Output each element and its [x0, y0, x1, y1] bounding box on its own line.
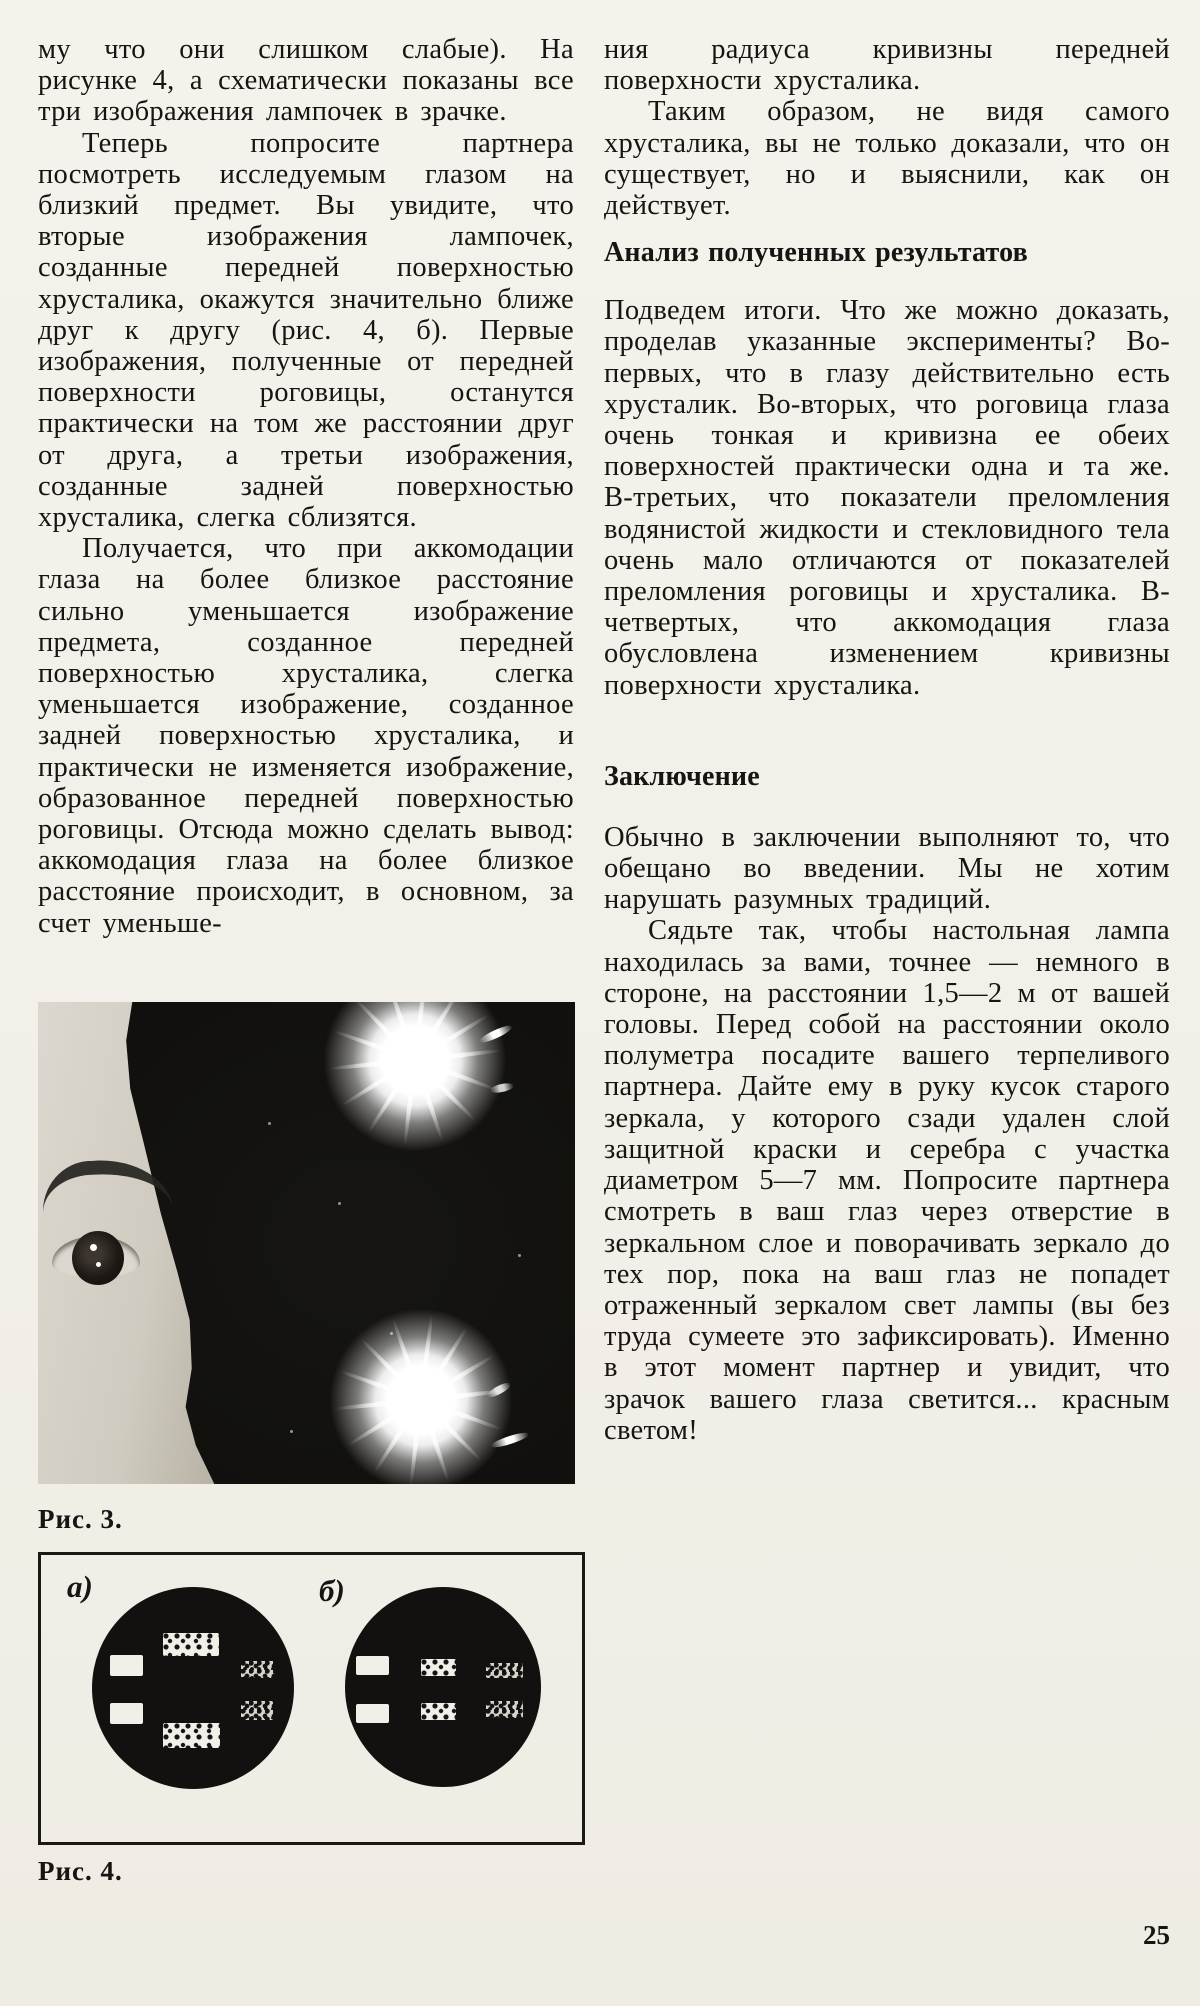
figure4-label-b: б)	[319, 1573, 345, 1608]
lamp-image-lens-front	[421, 1659, 456, 1676]
lamp-image-lens-front	[163, 1633, 219, 1656]
lamp-image-cornea	[356, 1656, 389, 1675]
right-text-column	[604, 34, 1170, 1446]
paragraph: Теперь попросите партнера посмотреть исследуемым глазом на близкий предмет. Вы увидите, что вторые изображения лампочек, созданные передней поверхностью хрусталика, окажутся значительно ближе друг к другу (рис. 4, б). Первые изображения, полученные от передней поверхности роговицы, останутся практически на том же расстоянии друг от друга, а третьи изображения, созданные задней поверхностью хрусталика, слегка сблизятся.	[38, 127, 574, 534]
paragraph: му что они слишком слабые). На рисунке 4, а схематически показаны все три изображения лампочек в зрачке.	[38, 34, 574, 128]
page-number: 25	[1143, 1920, 1170, 1950]
flare-core	[320, 1002, 510, 1155]
left-text-column	[38, 34, 574, 939]
lamp-image-cornea	[356, 1704, 389, 1723]
paragraph: ния радиуса кривизны передней поверхности хрусталика.	[604, 34, 1170, 97]
lamp-image-lens-back	[486, 1663, 523, 1678]
paragraph: Получается, что при аккомодации глаза на более близкое расстояние сильно уменьшается изображение предмета, созданное передней поверхностью хрусталика, слегка уменьшается изображение, созданное задней поверхностью хрусталика, и практически не изменяется изображение, образованное передней поверхностью роговицы. Отсюда можно сделать вывод: аккомодация глаза на более близкое расстояние происходит, в основном, за счет уменьше-	[38, 533, 574, 939]
lamp-image-cornea	[110, 1703, 143, 1724]
iris	[72, 1231, 124, 1285]
section-heading-conclusion: Заключение	[604, 760, 760, 792]
figure3-photo	[38, 1002, 575, 1484]
lamp-image-lens-back	[241, 1661, 275, 1678]
dust-speck	[518, 1254, 521, 1257]
dust-speck	[290, 1430, 293, 1433]
lamp-image-lens-front	[163, 1723, 220, 1748]
pupil-circle-b	[345, 1587, 541, 1787]
paragraph: Обычно в заключении выполняют то, что обещано во введении. Мы не хотим нарушать разумных традиций.	[604, 821, 1170, 916]
figure4-diagram	[38, 1552, 585, 1845]
lamp-image-lens-front	[421, 1703, 456, 1720]
eye-glint	[90, 1244, 97, 1251]
paragraph: Таким образом, не видя самого хрусталика, вы не только доказали, что он существует, но и выяснили, как он действует.	[604, 96, 1170, 222]
pupil-circle-a	[92, 1587, 294, 1789]
paragraph: Подведем итоги. Что же можно доказать, проделав указанные эксперименты? Во-первых, что в глазу действительно есть хрусталик. Во-вторых, что роговица глаза очень тонкая и кривизна ее обеих поверхностей практически одна и та же. В-третьих, что показатели преломления водянистой жидкости и стекловидного тела очень мало отличаются от показателей преломления роговицы и хрусталика. В-четвертых, что аккомодация глаза обусловлена изменением кривизны поверхности хрусталика.	[604, 295, 1170, 701]
figure3-caption: Рис. 3.	[38, 1504, 123, 1534]
lamp-image-lens-back	[241, 1701, 273, 1720]
dust-speck	[390, 1332, 393, 1335]
paragraph: Сядьте так, чтобы настольная лампа находилась за вами, точнее — немного в стороне, на расстоянии 1,5—2 м от вашей головы. Перед собой на расстоянии около полуметра посадите вашего терпеливого партнера. Дайте ему в руку кусок старого зеркала, у которого сзади удален слой защитной краски и серебра с участка диаметром 5—7 мм. Попросите партнера смотреть в ваш глаз через отверстие в зеркальном слое и поворачивать зеркало до тех пор, пока на ваш глаз не попадет отраженный зеркалом свет лампы (вы без труда сумеете это зафиксировать). Именно в этот момент партнер и увидит, что зрачок вашего глаза светится... красным светом!	[604, 915, 1170, 1446]
lamp-image-cornea	[110, 1655, 143, 1676]
dust-speck	[338, 1202, 341, 1205]
figure4-caption: Рис. 4.	[38, 1856, 123, 1886]
eye-glint	[96, 1262, 101, 1267]
dust-speck	[268, 1122, 271, 1125]
section-heading-analysis: Анализ полученных результатов	[604, 237, 1028, 269]
figure4-label-a: а)	[67, 1569, 93, 1604]
lamp-image-lens-back	[486, 1701, 523, 1718]
